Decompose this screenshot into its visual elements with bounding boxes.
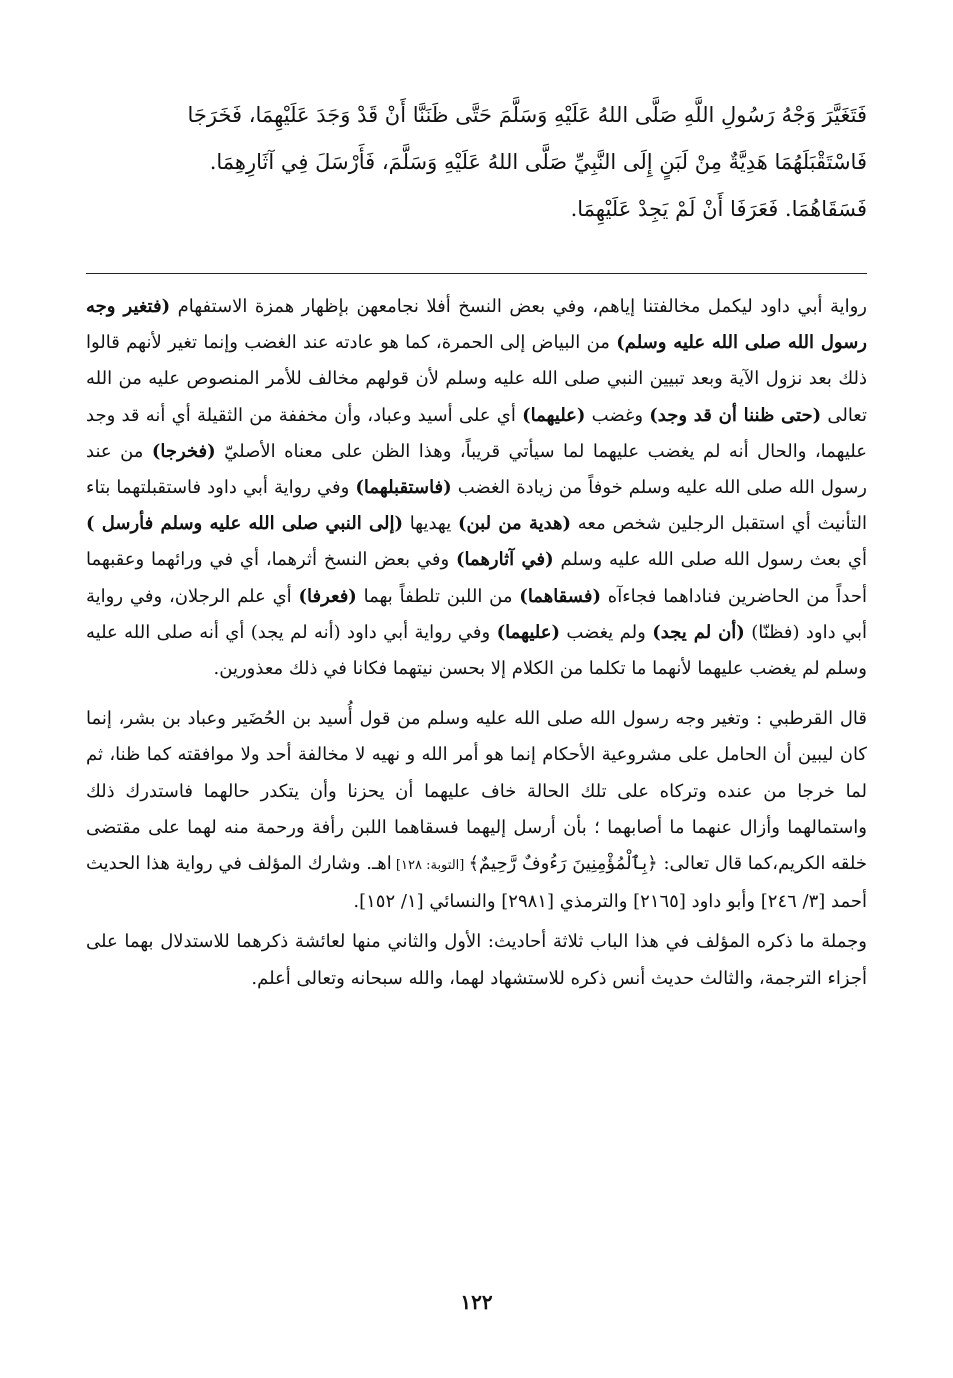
commentary-paragraph-2 (86, 701, 867, 920)
hadith-line: فَتَغَيَّرَ وَجْهُ رَسُولِ اللَّهِ صَلَّى اللهُ عَلَيْهِ وَسَلَّمَ حَتَّى ظَنَنَّا أَنْ قَدْ وَجَدَ عَلَيْهِمَا، فَخَرَجَا (187, 103, 867, 127)
commentary-text: وفي رواية أبي داود فاستقبلتهما بتاء التأنيث أي استقبل الرجلين شخص معه (86, 477, 867, 535)
verse-reference: [التوبة: ١٢٨] (391, 858, 469, 874)
commentary-paragraph-1 (86, 289, 867, 687)
quoted-hadith-term: (فاستقبلهما) (355, 477, 452, 499)
quoted-hadith-term: (فعرفا) (298, 585, 357, 607)
hadith-line: فَاسْتَقْبَلَهُمَا هَدِيَّةٌ مِنْ لَبَنٍ إِلَى النَّبِيِّ صَلَّى اللهُ عَلَيْهِ وَسَلَّمَ، فَأَرْسَلَ فِي آثَارِهِمَا. (209, 150, 867, 174)
narration-references: اهـ. وشارك المؤلف في رواية هذا الحديث أحمد [٣/ ٢٤٦] وأبو داود [٢١٦٥] والترمذي [٢٩٨١] والنسائي [١/ ١٥٢]. (86, 853, 867, 913)
commentary-text: وفي بعض النسخ أثرهما، أي في ورائهما وعقبهما أحداً من الحاضرين فناداهما فجاءآه (86, 549, 867, 607)
quoted-hadith-term: (عليهما) (496, 621, 560, 643)
commentary-text: وغضب (585, 404, 650, 426)
commentary-text: أي بعث رسول الله صلى الله عليه وسلم (553, 549, 867, 571)
commentary-text: وفي رواية أبي داود (أنه لم يجد) أي أنه صلى الله عليه وسلم لم يغضب عليهما لأنهما ما تكلما من الكلام إلا بحسن نيتهما فكانا في ذلك معذورين. (86, 621, 867, 680)
commentary-text: من اللبن تلطفاً بهما (356, 585, 520, 607)
quoted-hadith-term: (فخرجا) (151, 440, 216, 462)
commentary (86, 289, 867, 997)
commentary-text: من عند رسول الله صلى الله عليه وسلم خوفاً من زيادة الغضب (86, 440, 867, 499)
quoted-hadith-term: (فسقاهما) (519, 585, 601, 607)
commentary-text: من البياض إلى الحمرة، كما هو عادته عند الغضب وإنما تغير لأنهم قالوا ذلك بعد نزول الآية وبعد تبيين النبي صلى الله عليه وسلم لأن قولهم مخالف للأمر المنصوص عليه من الله تعالى (86, 332, 867, 426)
hadith-text (86, 92, 867, 233)
commentary-text: أي على أسيد وعباد، وأن مخففة من الثقيلة أي أنه قد وجد عليهما، والحال أنه لم يغضب عليهما لما سيأتي قريباً، وهذا الظن على معناه الأصليّ (86, 404, 867, 462)
commentary-text: ولم يغضب (559, 621, 653, 643)
page-number: ١٢٢ (460, 1290, 493, 1314)
commentary-paragraph-3: وجملة ما ذكره المؤلف في هذا الباب ثلاثة أحاديث: الأول والثاني منها لعائشة ذكرهما للاستدلال بهما على أجزاء الترجمة، والثالث حديث أنس ذكره للاستشهاد لهما، والله سبحانه وتعالى أعلم. (86, 931, 867, 989)
quoted-hadith-term: (عليهما) (522, 404, 586, 426)
commentary-text: يهديها (402, 513, 458, 535)
commentary-text: أي علم الرجلان، وفي رواية أبي داود (فظنّا) (86, 585, 867, 643)
quoted-hadith-term: (إلى النبي صلى الله عليه وسلم فأرسل ) (86, 513, 403, 535)
qurtubi-text: قال القرطبي : وتغير وجه رسول الله صلى الله عليه وسلم من قول أُسيد بن الحُضَير وعباد بن بشر، إنما كان ليبين أن الحامل على مشروعية الأحكام إنما هو أمر الله و نهيه لا مخالفة أحد ولا موافقته كما ظنا، ثم لما خرجا من عنده وتركاه على تلك الحالة خاف عليهما أن يحزنا وأن يتكدر حالهما فاستدرك ذلك واستمالهما وأزال عنهما ما أصابهما ؛ بأن أرسل إليهما فسقاهما اللبن رأفة ورحمة منه لهما على مقتضى خلقه الكريم،كما قال تعالى: (86, 708, 867, 875)
quoted-hadith-term: (هدية من لبن) (457, 513, 572, 535)
quoted-hadith-term: (حتى ظننا أن قد وجد) (649, 404, 822, 426)
quran-verse: ﴿بِٱلْمُؤْمِنِينَ رَءُوفٌ رَّحِيمٌ﴾ (468, 853, 658, 875)
quoted-hadith-term: (أن لم يجد) (652, 621, 745, 643)
quoted-hadith-term: (في آثارهما) (456, 549, 554, 571)
hadith-line: فَسَقَاهُمَا. فَعَرَفَا أَنْ لَمْ يَجِدْ عَلَيْهِمَا. (570, 197, 867, 221)
commentary-text: رواية أبي داود ليكمل مخالفتنا إياهم، وفي بعض النسخ أفلا نجامعهن بإظهار همزة الاستفهام (170, 296, 868, 317)
page (86, 0, 867, 1378)
quoted-hadith-term: (فتغير وجه رسول الله صلى الله عليه وسلم) (86, 296, 868, 354)
footnote-separator (86, 273, 867, 274)
